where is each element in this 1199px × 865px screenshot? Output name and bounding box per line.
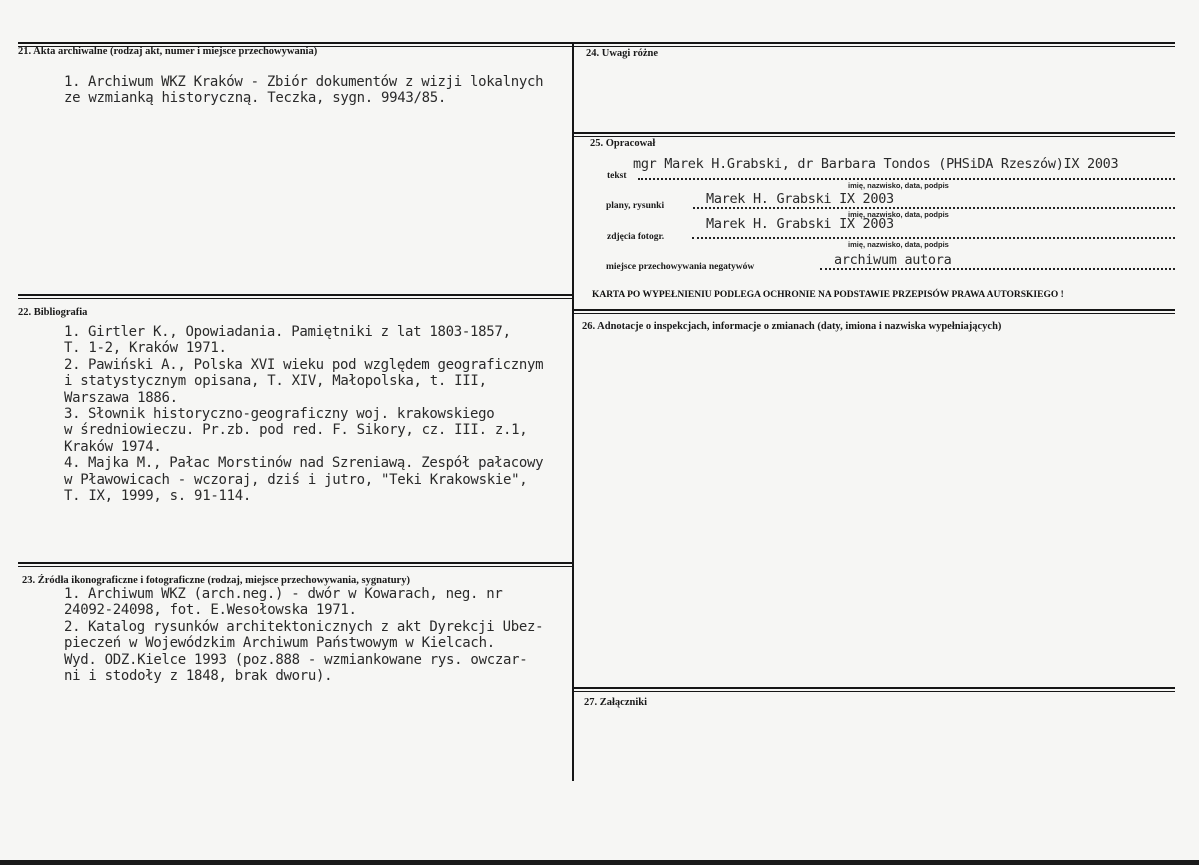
entry-text: Pawiński A., Polska XVI wieku pod względem geograficznym i statystycznym opisana, T. XIV, Małopolska, t. III, Warszawa 1886.: [64, 356, 544, 406]
list-item: [64, 357, 543, 406]
tekst-hint: imię, nazwisko, data, podpis: [848, 181, 949, 190]
entry-number: 1.: [64, 586, 81, 602]
plany-dotted-line: [693, 207, 1175, 209]
top-rule: [18, 42, 1175, 44]
rule-24-25-thin: [574, 136, 1175, 137]
rule-21-22-thin: [18, 298, 573, 299]
zdjecia-dotted-line: [692, 237, 1175, 239]
list-item: [64, 619, 543, 685]
rule-22-23-thin: [18, 566, 573, 567]
section-24-title: 24. Uwagi różne: [586, 48, 659, 59]
rule-24-25: [574, 132, 1175, 134]
entry-text: Girtler K., Opowiadania. Pamiętniki z lat 1803-1857, T. 1-2, Kraków 1971.: [64, 324, 511, 357]
entry-number: 3.: [64, 406, 81, 423]
tekst-label: tekst: [607, 171, 627, 181]
list-item: [64, 586, 543, 619]
entry-number: 1.: [64, 324, 81, 340]
entry-number: 1.: [64, 74, 81, 90]
section-23-list: [64, 586, 543, 684]
column-divider: [572, 44, 574, 781]
entry-text: Archiwum WKZ (arch.neg.) - dwór w Kowarach, neg. nr 24092-24098, fot. E.Wesołowska 1971.: [64, 586, 503, 619]
negatywy-dotted-line: [820, 268, 1175, 270]
rule-25-26-thin: [574, 313, 1175, 314]
entry-number: 2.: [64, 356, 81, 373]
rule-26-27: [574, 687, 1175, 689]
entry-text: Archiwum WKZ Kraków - Zbiór dokumentów z wizji lokalnych ze wzmianką historyczną. Teczka, sygn. 9943/85.: [64, 74, 544, 107]
list-item: [64, 406, 543, 455]
entry-text: Słownik historyczno-geograficzny woj. krakowskiego w średniowieczu. Pr.zb. pod red. F. Sikory, cz. III. z.1, Kraków 1974.: [64, 406, 528, 455]
zdjecia-hint: imię, nazwisko, data, podpis: [848, 240, 949, 249]
section-22-list: [64, 324, 543, 504]
copyright-note: KARTA PO WYPEŁNIENIU PODLEGA OCHRONIE NA PODSTAWIE PRZEPISÓW PRAWA AUTORSKIEGO !: [592, 290, 1064, 300]
list-item: [64, 324, 543, 357]
plany-label: plany, rysunki: [606, 201, 665, 211]
rule-25-26: [574, 309, 1175, 311]
entry-number: 4.: [64, 455, 81, 472]
negatywy-label: miejsce przechowywania negatywów: [606, 262, 755, 272]
plany-value: Marek H. Grabski IX 2003: [706, 191, 894, 207]
zdjecia-value: Marek H. Grabski IX 2003: [706, 216, 894, 232]
section-21-list: [64, 74, 543, 107]
section-26-title: 26. Adnotacje o inspekcjach, informacje o zmianach (daty, imiona i nazwiska wypełniających): [582, 321, 1002, 332]
rule-21-22: [18, 294, 573, 296]
tekst-value: mgr Marek H.Grabski, dr Barbara Tondos (PHSiDA Rzeszów)IX 2003: [633, 156, 1119, 172]
entry-text: Majka M., Pałac Morstinów nad Szreniawą. Zespół pałacowy w Pławowicach - wczoraj, dziś i jutro, "Teki Krakowskie", T. IX, 1999, s. 91-114.: [64, 455, 544, 505]
rule-26-27-thin: [574, 691, 1175, 692]
tekst-dotted-line: [638, 178, 1175, 180]
rule-22-23: [18, 562, 573, 564]
zdjecia-label: zdjęcia fotogr.: [607, 232, 665, 242]
section-23-title: 23. Źródła ikonograficzne i fotograficzne (rodzaj, miejsce przechowywania, sygnatury): [22, 575, 410, 586]
plany-hint: imię, nazwisko, data, podpis: [848, 210, 949, 219]
section-25-title: 25. Opracował: [590, 138, 656, 149]
entry-number: 2.: [64, 618, 81, 635]
section-22-title: 22. Bibliografia: [18, 307, 88, 318]
list-item: [64, 455, 543, 504]
section-27-title: 27. Załączniki: [584, 697, 648, 708]
section-21-title: 21. Akta archiwalne (rodzaj akt, numer i miejsce przechowywania): [18, 46, 318, 57]
entry-text: Katalog rysunków architektonicznych z akt Dyrekcji Ubez- pieczeń w Wojewódzkim Archiwum Państwowym w Kielcach. Wyd. ODZ.Kielce 1993 (poz.888 - wzmiankowane rys. owczar- ni i stodoły z 1848, brak dworu).: [64, 618, 544, 685]
list-item: [64, 74, 543, 107]
negatywy-value: archiwum autora: [834, 252, 952, 268]
